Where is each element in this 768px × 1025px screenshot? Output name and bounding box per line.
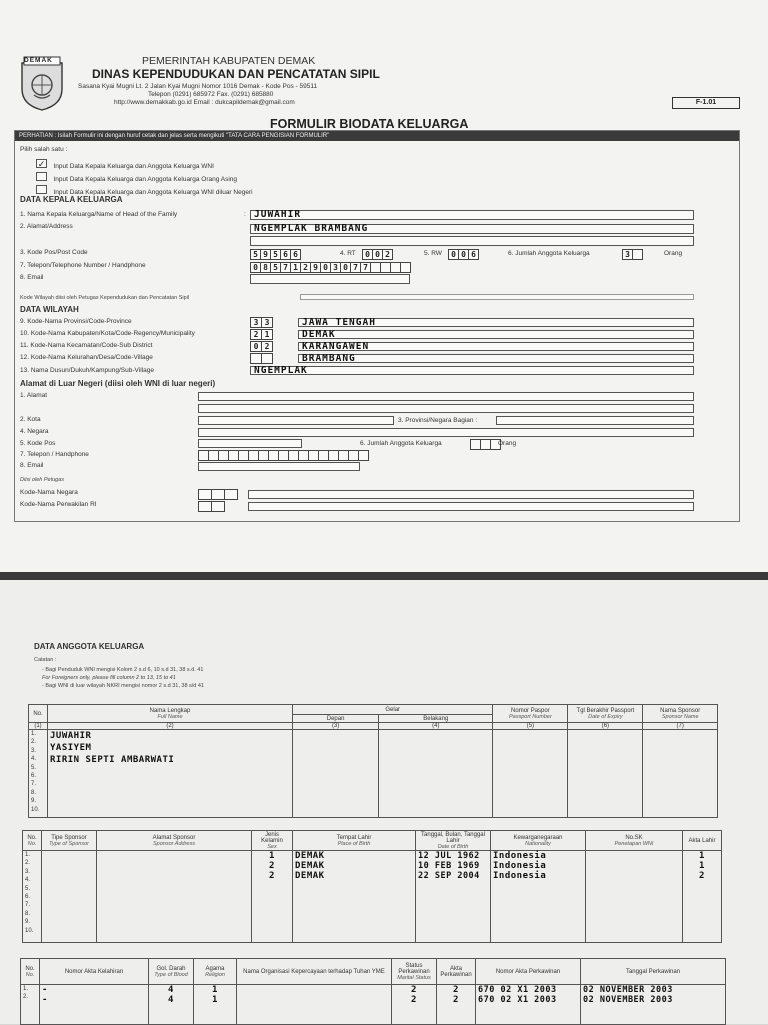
- village-code[interactable]: [250, 353, 272, 364]
- rt-label: 4. RT: [340, 250, 356, 257]
- district-code-digit: 2: [261, 341, 273, 352]
- head-name-value: JUWAHIR: [254, 209, 302, 220]
- district-code-digit: 0: [250, 341, 262, 352]
- birthdate-value: 22 SEP 2004: [418, 871, 480, 881]
- marriage-cert-value: 2: [453, 985, 459, 995]
- abroad-count-cells[interactable]: [470, 439, 500, 450]
- village-field[interactable]: [298, 354, 694, 363]
- col-sex: Jenis Kelamin Sex: [252, 831, 293, 851]
- birthdate-value: 10 FEB 1969: [418, 861, 480, 871]
- country-code-digit: [198, 489, 212, 500]
- notice-bar: PERHATIAN : Isilah Formulir ini dengan huruf cetak dan jelas serta mengikuti "TATA CARA PENGISIAN FORMULIR": [15, 131, 739, 141]
- phone-digit: 2: [300, 262, 311, 273]
- abroad-count-label: 6. Jumlah Anggota Keluarga: [360, 440, 442, 447]
- divider-bar: [300, 294, 694, 300]
- option-label-1: Input Data Kepala Keluarga dan Anggota Keluarga WNI: [53, 163, 214, 170]
- abroad-address-field-1[interactable]: [198, 392, 694, 401]
- province-label: 9. Kode-Nama Provinsi/Code-Province: [20, 318, 132, 325]
- blood-value: 4: [168, 985, 174, 995]
- dusun-label: 13. Nama Dusun/Dukuh/Kampung/Sub-Village: [20, 367, 154, 374]
- col-marriage-cert: Akta Perkawinan: [437, 959, 476, 985]
- family-count-digit: [632, 249, 643, 260]
- religion-value: 1: [212, 985, 218, 995]
- address-value: NGEMPLAK BRAMBANG: [254, 223, 369, 234]
- option-label-3: Input Data Kepala Keluarga dan Anggota Keluarga WNI diluar Negeri: [53, 189, 253, 196]
- marital-cell[interactable]: [392, 985, 437, 1025]
- option-label-2: Input Data Kepala Keluarga dan Anggota Keluarga Orang Asing: [53, 176, 238, 183]
- member-name: RIRIN SEPTI AMBARWATI: [50, 755, 175, 765]
- marriage-cert-value: 2: [453, 995, 459, 1005]
- rw-digit: 6: [468, 249, 479, 260]
- abroad-address-label: 1. Alamat: [20, 392, 48, 399]
- member-name: JUWAHIR: [50, 731, 92, 741]
- district-value: KARANGAWEN: [302, 341, 370, 352]
- birthplace-value: DEMAK: [295, 871, 325, 881]
- marriage-no-value: 670 02 X1 2003: [478, 995, 557, 1005]
- colnum: (7): [643, 723, 718, 730]
- sponsor-address-cell[interactable]: [97, 851, 252, 943]
- section-anggota: DATA ANGGOTA KELUARGA: [34, 642, 145, 651]
- abroad-city-label: 2. Kota: [20, 416, 41, 423]
- col-belief-org: Nama Organisasi Kepercayaan terhadap Tuhan YME: [237, 959, 392, 985]
- akta-lahir-cell[interactable]: [683, 851, 722, 943]
- sk-cell[interactable]: [586, 851, 683, 943]
- col-sponsor-name: Nama Sponsor Sponsor Name: [643, 705, 718, 723]
- members-table-2: [22, 830, 722, 943]
- col-nationality: Kewarganegaraan Nationality: [491, 831, 586, 851]
- checkbox-icon[interactable]: [36, 185, 47, 194]
- phone-digit: 9: [310, 262, 321, 273]
- phone-digit: 0: [250, 262, 261, 273]
- birth-cert-cell[interactable]: [40, 985, 149, 1025]
- colnum: (6): [568, 723, 643, 730]
- passport-cell[interactable]: [493, 730, 568, 818]
- note-2: For Foreigners only, please fill column 2 to 13, 15 to 41: [42, 675, 176, 681]
- member-name: YASIYEM: [50, 743, 92, 753]
- country-code-label: Kode-Nama Negara: [20, 489, 78, 496]
- rw-digit: 0: [458, 249, 469, 260]
- belakang-cell[interactable]: [379, 730, 493, 818]
- col-depan: Depan: [293, 715, 379, 723]
- checkbox-icon[interactable]: [36, 172, 47, 181]
- birthplace-cell[interactable]: [293, 851, 416, 943]
- birthplace-value: DEMAK: [295, 851, 325, 861]
- marriage-no-value: 670 02 X1 2003: [478, 985, 557, 995]
- akta-lahir-value: 2: [699, 871, 705, 881]
- gov-title: PEMERINTAH KABUPATEN DEMAK: [142, 55, 316, 67]
- dept-address: Sasana Kyai Mugni Lt. 2 Jalan Kyai Mugni Nomor 1016 Demak - Kode Pos - 59511: [78, 83, 318, 90]
- sex-value: 2: [269, 871, 275, 881]
- abroad-country-label: 4. Negara: [20, 428, 49, 435]
- postal-code-cells[interactable]: [250, 249, 300, 260]
- country-code-digit: [224, 489, 238, 500]
- akta-lahir-value: 1: [699, 861, 705, 871]
- wilayah-note: Kode Wilayah diisi oleh Petugas Kependudukan dan Pencatatan Sipil: [20, 295, 190, 301]
- colnum: (3): [293, 723, 379, 730]
- postal-digit: 5: [250, 249, 261, 260]
- address-field-2[interactable]: [250, 236, 694, 246]
- colnum: (1): [29, 723, 48, 730]
- marriage-cert-cell[interactable]: [437, 985, 476, 1025]
- member-names-cell[interactable]: [48, 730, 293, 818]
- blood-cell[interactable]: [149, 985, 194, 1025]
- phone-digit: 8: [260, 262, 271, 273]
- regency-code[interactable]: [250, 329, 272, 340]
- col-sponsor-address: Alamat Sponsor Sponsor Address: [97, 831, 252, 851]
- row-numbers: 1. 2. 3. 4. 5. 6. 7. 8. 9. 10.: [29, 730, 48, 818]
- phone-digit: 3: [330, 262, 341, 273]
- colnum: (4): [379, 723, 493, 730]
- col-sponsor-type: Tipe Sponsor Type of Sponsor: [42, 831, 97, 851]
- family-count-cells[interactable]: [622, 249, 642, 260]
- row-numbers: 1. 2. 3. 4. 5. 6. 7. 8. 9. 10.: [23, 851, 42, 943]
- country-code-cells[interactable]: [198, 489, 237, 500]
- marriage-no-cell[interactable]: [476, 985, 581, 1025]
- phone-digit: 1: [290, 262, 301, 273]
- country-name-field[interactable]: [248, 490, 694, 499]
- country-code-digit: [211, 489, 225, 500]
- col-akta-lahir: Akta Lahir: [683, 831, 722, 851]
- rw-digit: 0: [448, 249, 459, 260]
- belief-org-cell[interactable]: [237, 985, 392, 1025]
- abroad-postal-field[interactable]: [198, 439, 302, 448]
- notes-title: Catatan :: [34, 657, 57, 663]
- col-no: No.: [29, 705, 48, 723]
- phone-digit: 0: [340, 262, 351, 273]
- section-luar-negeri: Alamat di Luar Negeri (diisi oleh WNI di luar negeri): [20, 379, 216, 388]
- note-3: - Bagi WNI di luar wilayah NKRI mengisi nomor 2 s.d 31, 38 s/d 41: [42, 683, 205, 689]
- province-code-digit: 3: [261, 317, 273, 328]
- village-value: BRAMBANG: [302, 353, 356, 364]
- village-label: 12. Kode-Nama Kelurahan/Desa/Code-Village: [20, 354, 153, 361]
- regency-code-digit: 1: [261, 329, 273, 340]
- phone-digit: 7: [280, 262, 291, 273]
- abroad-province-label: 3. Provinsi/Negara Bagian :: [398, 417, 478, 424]
- email-label: 8. Email: [20, 274, 44, 281]
- col-no: No. No.: [23, 831, 42, 851]
- col-religion: Agama Religion: [194, 959, 237, 985]
- dusun-field[interactable]: [250, 366, 694, 375]
- head-name-label: 1. Nama Kepala Keluarga/Name of Head of the Family: [20, 211, 178, 218]
- religion-value: 1: [212, 995, 218, 1005]
- col-passport: Nomor Paspor Passport Number: [493, 705, 568, 723]
- family-count-unit: Orang: [664, 250, 683, 257]
- col-sk: No.SK Penetapan WNI: [586, 831, 683, 851]
- col-birthdate: Tanggal, Bulan, Tanggal Lahir Date of Birth: [416, 831, 491, 851]
- postal-digit: 9: [260, 249, 271, 260]
- expiry-cell[interactable]: [568, 730, 643, 818]
- rw-cells[interactable]: [448, 249, 478, 260]
- col-fullname: Nama Lengkap Full Name: [48, 705, 293, 723]
- email-field[interactable]: [250, 274, 410, 284]
- dept-web: http://www.demakkab.go.id Email : dukcapildemak@gmail.com: [114, 99, 295, 106]
- religion-cell[interactable]: [194, 985, 237, 1025]
- nationality-cell[interactable]: [491, 851, 586, 943]
- phone-cells[interactable]: [250, 262, 410, 273]
- nationality-value: Indonesia: [493, 871, 547, 881]
- abroad-province-field[interactable]: [496, 416, 694, 425]
- col-marital: Status Perkawinan Marital Status: [392, 959, 437, 985]
- province-code-digit: 3: [250, 317, 262, 328]
- birthplace-value: DEMAK: [295, 861, 325, 871]
- district-code[interactable]: [250, 341, 272, 352]
- col-blood: Gol. Darah Type of Blood: [149, 959, 194, 985]
- note-1: - Bagi Penduduk WNI mengisi Kolom 2 s.d 6, 10 s.d 31, 38 s.d. 41: [42, 667, 204, 673]
- members-table-3: [20, 958, 726, 1025]
- phone-digit: 7: [360, 262, 371, 273]
- address-label: 2. Alamat/Address: [20, 223, 73, 230]
- col-birth-cert: Nomor Akta Kelahiran: [40, 959, 149, 985]
- abroad-email-field[interactable]: [198, 462, 360, 471]
- section-kepala: DATA KEPALA KELUARGA: [20, 195, 123, 204]
- regency-value: DEMAK: [302, 329, 336, 340]
- sponsor-type-cell[interactable]: [42, 851, 97, 943]
- embassy-code-digit: [198, 501, 212, 512]
- blood-value: 4: [168, 995, 174, 1005]
- nationality-value: Indonesia: [493, 851, 547, 861]
- rt-digit: 2: [382, 249, 393, 260]
- col-belakang: Belakang: [379, 715, 493, 723]
- embassy-name-field[interactable]: [248, 502, 694, 511]
- row-numbers: 1. 2.: [21, 985, 40, 1025]
- col-marriage-date: Tanggal Perkawinan: [581, 959, 726, 985]
- sex-cell[interactable]: [252, 851, 293, 943]
- regency-field[interactable]: [298, 330, 694, 339]
- abroad-address-field-2[interactable]: [198, 404, 694, 413]
- sex-value: 2: [269, 861, 275, 871]
- col-birthplace: Tempat Lahir Place of Birth: [293, 831, 416, 851]
- marital-value: 2: [411, 995, 417, 1005]
- logo-text: DEMAK: [24, 57, 53, 64]
- abroad-email-label: 8. Email: [20, 462, 44, 469]
- abroad-phone-digit: [358, 450, 369, 461]
- colnum: (5): [493, 723, 568, 730]
- marriage-date-value: 02 NOVEMBER 2003: [583, 995, 673, 1005]
- village-code-digit: [261, 353, 273, 364]
- col-gelar: Gelar: [293, 705, 493, 715]
- regency-label: 10. Kode-Nama Kabupaten/Kota/Code-Regency/Municipality: [20, 330, 195, 337]
- marital-value: 2: [411, 985, 417, 995]
- embassy-code-label: Kode-Nama Perwakilan RI: [20, 501, 97, 508]
- abroad-postal-label: 5. Kode Pos: [20, 440, 56, 447]
- page-gap: [0, 572, 768, 580]
- col-marriage-no: Nomor Akta Perkawinan: [476, 959, 581, 985]
- family-count-digit: 3: [622, 249, 633, 260]
- phone-digit: 0: [320, 262, 331, 273]
- province-value: JAWA TENGAH: [302, 317, 376, 328]
- members-table-1: [28, 704, 718, 818]
- col-expiry: Tgl Berakhir Passport Date of Expiry: [568, 705, 643, 723]
- col-no: No. No.: [21, 959, 40, 985]
- officer-note: Diisi oleh Petugas: [20, 477, 65, 483]
- phone-label: 7. Telepon/Telephone Number / Handphone: [20, 262, 146, 269]
- choose-label: Pilih salah satu :: [20, 146, 68, 153]
- sponsor-name-cell[interactable]: [643, 730, 718, 818]
- phone-digit: 5: [270, 262, 281, 273]
- marriage-date-value: 02 NOVEMBER 2003: [583, 985, 673, 995]
- depan-cell[interactable]: [293, 730, 379, 818]
- birthdate-cell[interactable]: [416, 851, 491, 943]
- phone-digit: 7: [350, 262, 361, 273]
- colon: :: [244, 211, 246, 218]
- check-icon[interactable]: ✓: [37, 159, 46, 170]
- postal-digit: 6: [290, 249, 301, 260]
- abroad-city-field[interactable]: [198, 416, 394, 425]
- phone-digit: [400, 262, 411, 273]
- form-code: F-1.01: [672, 97, 740, 109]
- embassy-code-cells[interactable]: [198, 501, 224, 512]
- postal-label: 3. Kode Pos/Post Code: [20, 249, 88, 256]
- embassy-code-digit: [211, 501, 225, 512]
- rt-digit: 0: [362, 249, 373, 260]
- rt-cells[interactable]: [362, 249, 392, 260]
- district-label: 11. Kode-Nama Kecamatan/Code-Sub District: [20, 342, 153, 349]
- rt-digit: 0: [372, 249, 383, 260]
- province-code[interactable]: [250, 317, 272, 328]
- marriage-date-cell[interactable]: [581, 985, 726, 1025]
- birth-cert-value: -: [42, 995, 48, 1005]
- dept-phone: Telepon (0291) 685972 Fax. (0291) 685880: [148, 91, 274, 98]
- nationality-value: Indonesia: [493, 861, 547, 871]
- akta-lahir-value: 1: [699, 851, 705, 861]
- family-count-label: 6. Jumlah Anggota Keluarga: [508, 250, 590, 257]
- colnum: (2): [48, 723, 293, 730]
- postal-digit: 5: [270, 249, 281, 260]
- abroad-phone-label: 7. Telepon / Handphone: [20, 451, 89, 458]
- birth-cert-value: -: [42, 985, 48, 995]
- abroad-phone-cells[interactable]: [198, 450, 368, 461]
- postal-digit: 6: [280, 249, 291, 260]
- dept-title: DINAS KEPENDUDUKAN DAN PENCATATAN SIPIL: [92, 67, 380, 81]
- form-title: FORMULIR BIODATA KELUARGA: [270, 117, 469, 131]
- rw-label: 5. RW: [424, 250, 442, 257]
- section-wilayah: DATA WILAYAH: [20, 305, 79, 314]
- regency-code-digit: 2: [250, 329, 262, 340]
- abroad-country-field[interactable]: [198, 428, 694, 437]
- abroad-count-unit: Orang: [498, 440, 517, 447]
- dusun-value: NGEMPLAK: [254, 365, 308, 376]
- sex-value: 1: [269, 851, 275, 861]
- birthdate-value: 12 JUL 1962: [418, 851, 480, 861]
- head-name-field[interactable]: [250, 210, 694, 220]
